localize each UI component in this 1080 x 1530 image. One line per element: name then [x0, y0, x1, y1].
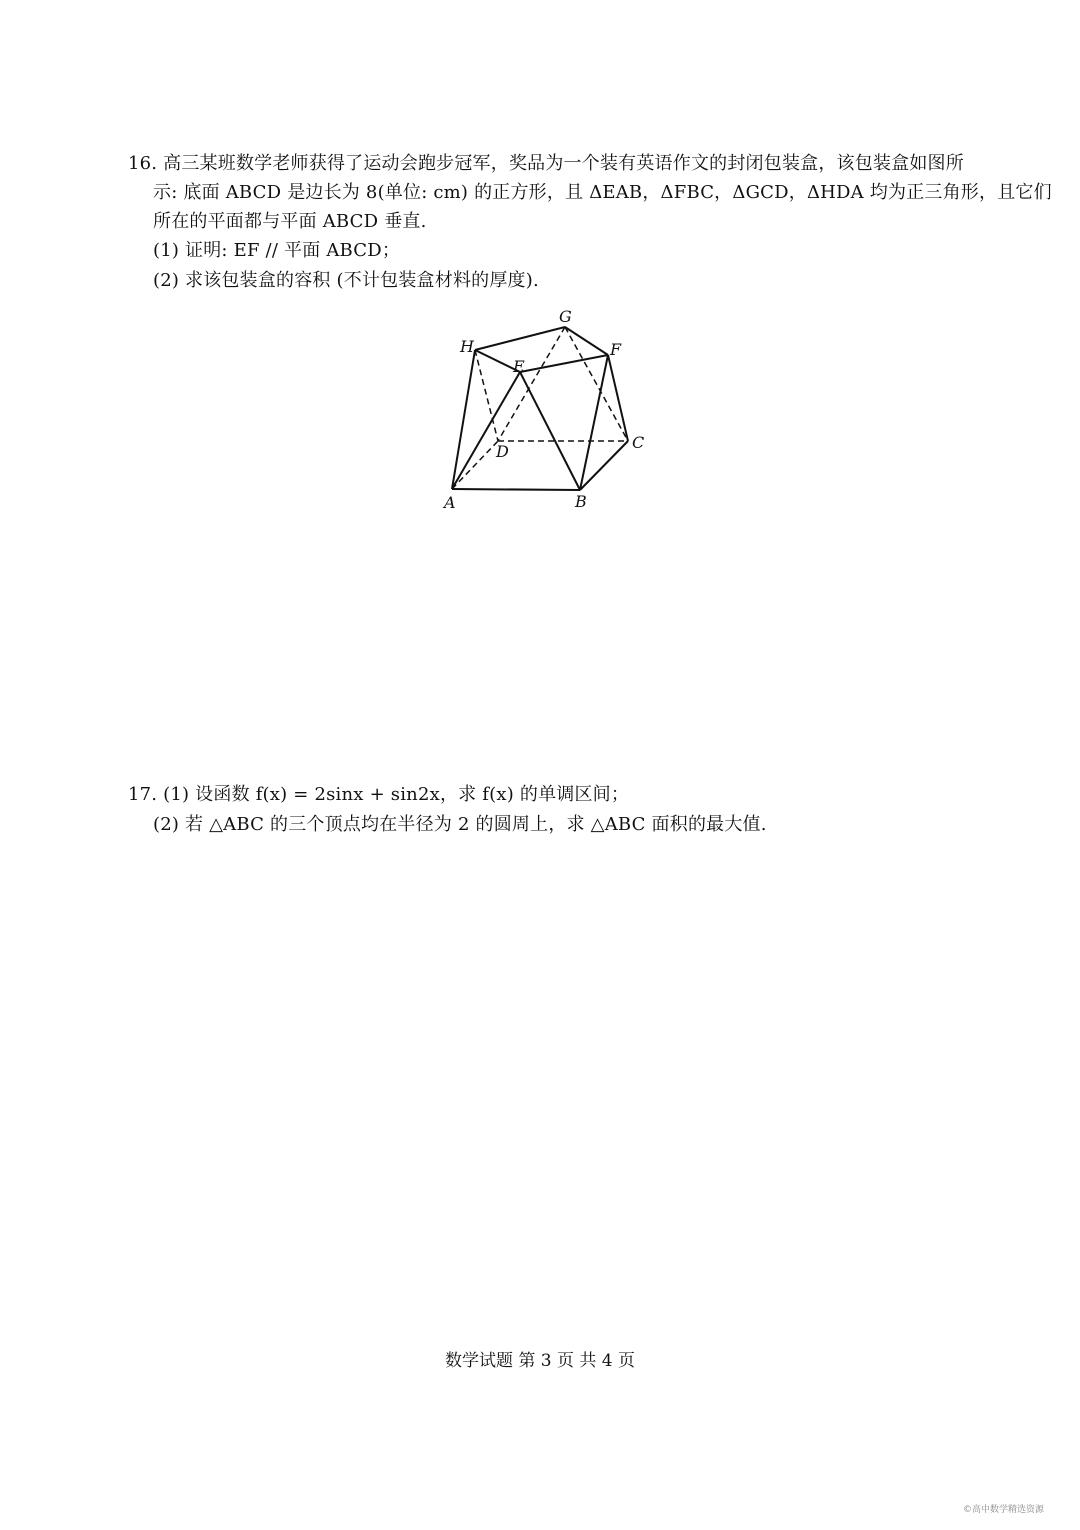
vertex-label-E: E [513, 357, 525, 376]
q17-part-2: (2) 若 △ABC 的三个顶点均在半径为 2 的圆周上，求 △ABC 面积的最大值. [153, 814, 767, 835]
q16-part-2: (2) 求该包装盒的容积 (不计包装盒材料的厚度). [153, 270, 539, 291]
q17-part-1: 17. (1) 设函数 f(x) = 2sinx + sin2x，求 f(x) 的单调区间； [128, 784, 630, 805]
corner-watermark: ©高中数学精选资源 [962, 1505, 1044, 1515]
q16-stem-line-1: 16. 高三某班数学老师获得了运动会跑步冠军，奖品为一个装有英语作文的封闭包装盒，该包装盒如图所 [128, 153, 964, 174]
q16-stem-line-3: 所在的平面都与平面 ABCD 垂直. [153, 211, 427, 232]
edge-CF [608, 355, 628, 441]
edge-GD [498, 327, 565, 441]
vertex-label-B: B [575, 492, 587, 511]
packaging-box-figure [420, 300, 670, 520]
edge-BF [580, 355, 608, 490]
q16-stem-line-2: 示: 底面 ABCD 是边长为 8(单位: cm) 的正方形，且 ΔEAB，ΔFBC，ΔGCD，ΔHDA 均为正三角形，且它们 [153, 182, 1052, 203]
edge-EF [520, 355, 608, 372]
page-footer: 数学试题 第 3 页 共 4 页 [444, 1351, 636, 1371]
edge-AB [452, 489, 580, 490]
vertex-label-H: H [460, 337, 474, 356]
vertex-label-A: A [444, 493, 456, 512]
edge-GF [565, 327, 608, 355]
edge-HD [475, 350, 498, 441]
packaging-box-diagram [420, 300, 670, 520]
vertex-label-G: G [559, 307, 572, 326]
edge-BC [580, 441, 628, 490]
vertex-label-D: D [496, 442, 509, 461]
vertex-label-C: C [632, 433, 645, 452]
q16-part-1: (1) 证明: EF // 平面 ABCD； [153, 240, 401, 261]
edge-HG [475, 327, 565, 350]
vertex-label-F: F [610, 340, 622, 359]
